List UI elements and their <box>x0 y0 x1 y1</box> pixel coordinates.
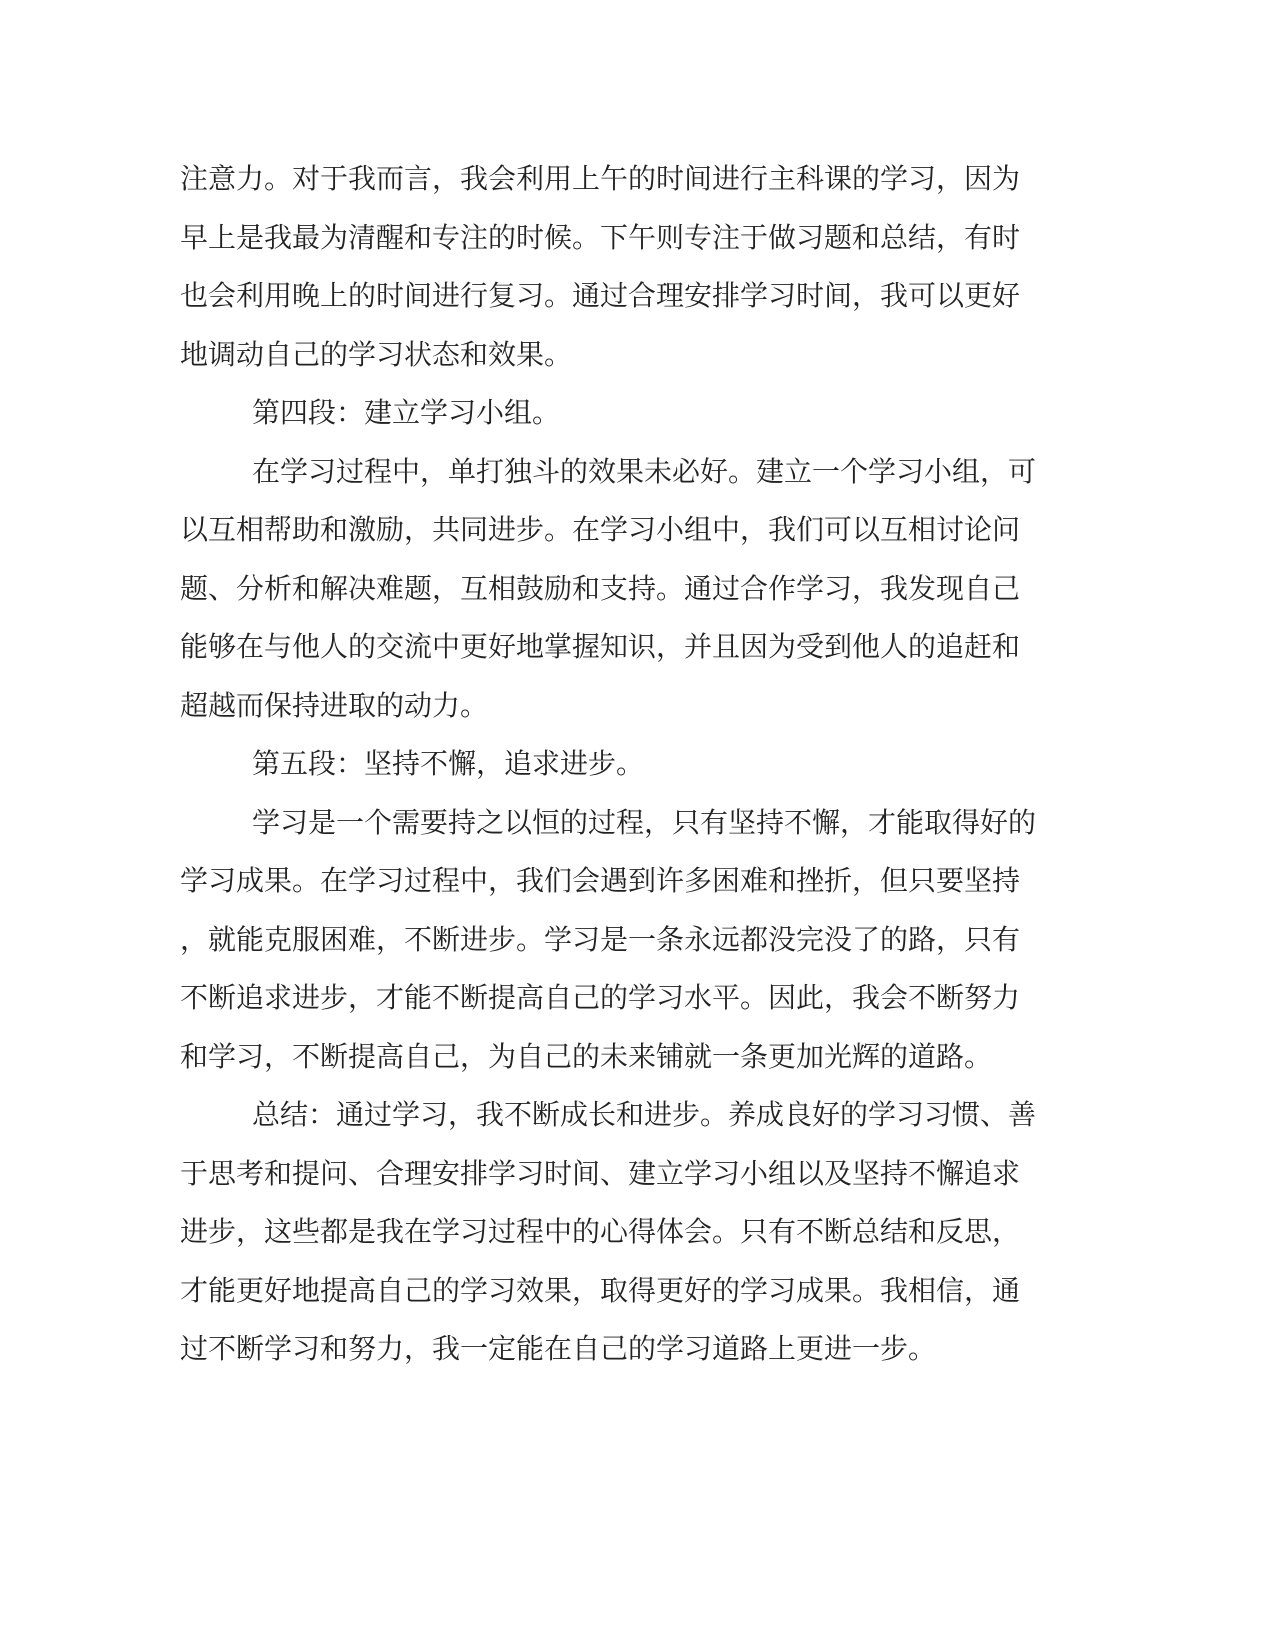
text-line-3: 也会利用晚上的时间进行复习。通过合理安排学习时间，我可以更好 <box>180 279 1021 312</box>
text-line-16: 和学习，不断提高自己，为自己的未来铺就一条更加光辉的道路。 <box>180 1039 993 1073</box>
text-line-4: 地调动自己的学习状态和效果。 <box>180 337 573 371</box>
section-heading-5: 第五段：坚持不懈，追求进步。 <box>252 747 645 780</box>
text-line-20: 才能更好地提高自己的学习效果，取得更好的学习成果。我相信，通 <box>180 1273 1021 1307</box>
text-line-13: 学习成果。在学习过程中，我们会遇到许多困难和挫折，但只要坚持 <box>180 864 1021 897</box>
text-line-7: 以互相帮助和激励，共同进步。在学习小组中，我们可以互相讨论问 <box>180 513 1021 546</box>
text-line-1: 注意力。对于我而言，我会利用上午的时间进行主科课的学习，因为 <box>180 162 1021 195</box>
text-line-2: 早上是我最为清醒和专注的时候。下午则专注于做习题和总结，有时 <box>180 220 1021 254</box>
text-line-6: 在学习过程中，单打独斗的效果未必好。建立一个学习小组，可 <box>252 454 1037 488</box>
text-line-15: 不断追求进步，才能不断提高自己的学习水平。因此，我会不断努力 <box>180 981 1021 1014</box>
document-body <box>180 150 1037 1379</box>
text-line-19: 进步，这些都是我在学习过程中的心得体会。只有不断总结和反思， <box>180 1215 1021 1248</box>
text-line-21: 过不断学习和努力，我一定能在自己的学习道路上更进一步。 <box>180 1332 937 1365</box>
text-line-9: 能够在与他人的交流中更好地掌握知识，并且因为受到他人的追赶和 <box>180 630 1021 663</box>
summary-line-1: 总结：通过学习，我不断成长和进步。养成良好的学习习惯、善 <box>252 1098 1037 1131</box>
text-line-18: 于思考和提问、合理安排学习时间、建立学习小组以及坚持不懈追求 <box>180 1156 1021 1190</box>
text-line-14: ，就能克服困难，不断进步。学习是一条永远都没完没了的路，只有 <box>180 922 1021 956</box>
text-line-10: 超越而保持进取的动力。 <box>180 688 489 722</box>
text-line-8: 题、分析和解决难题，互相鼓励和支持。通过合作学习，我发现自己 <box>180 571 1021 605</box>
text-line-12: 学习是一个需要持之以恒的过程，只有坚持不懈，才能取得好的 <box>252 805 1037 839</box>
section-heading-4: 第四段：建立学习小组。 <box>252 396 561 429</box>
